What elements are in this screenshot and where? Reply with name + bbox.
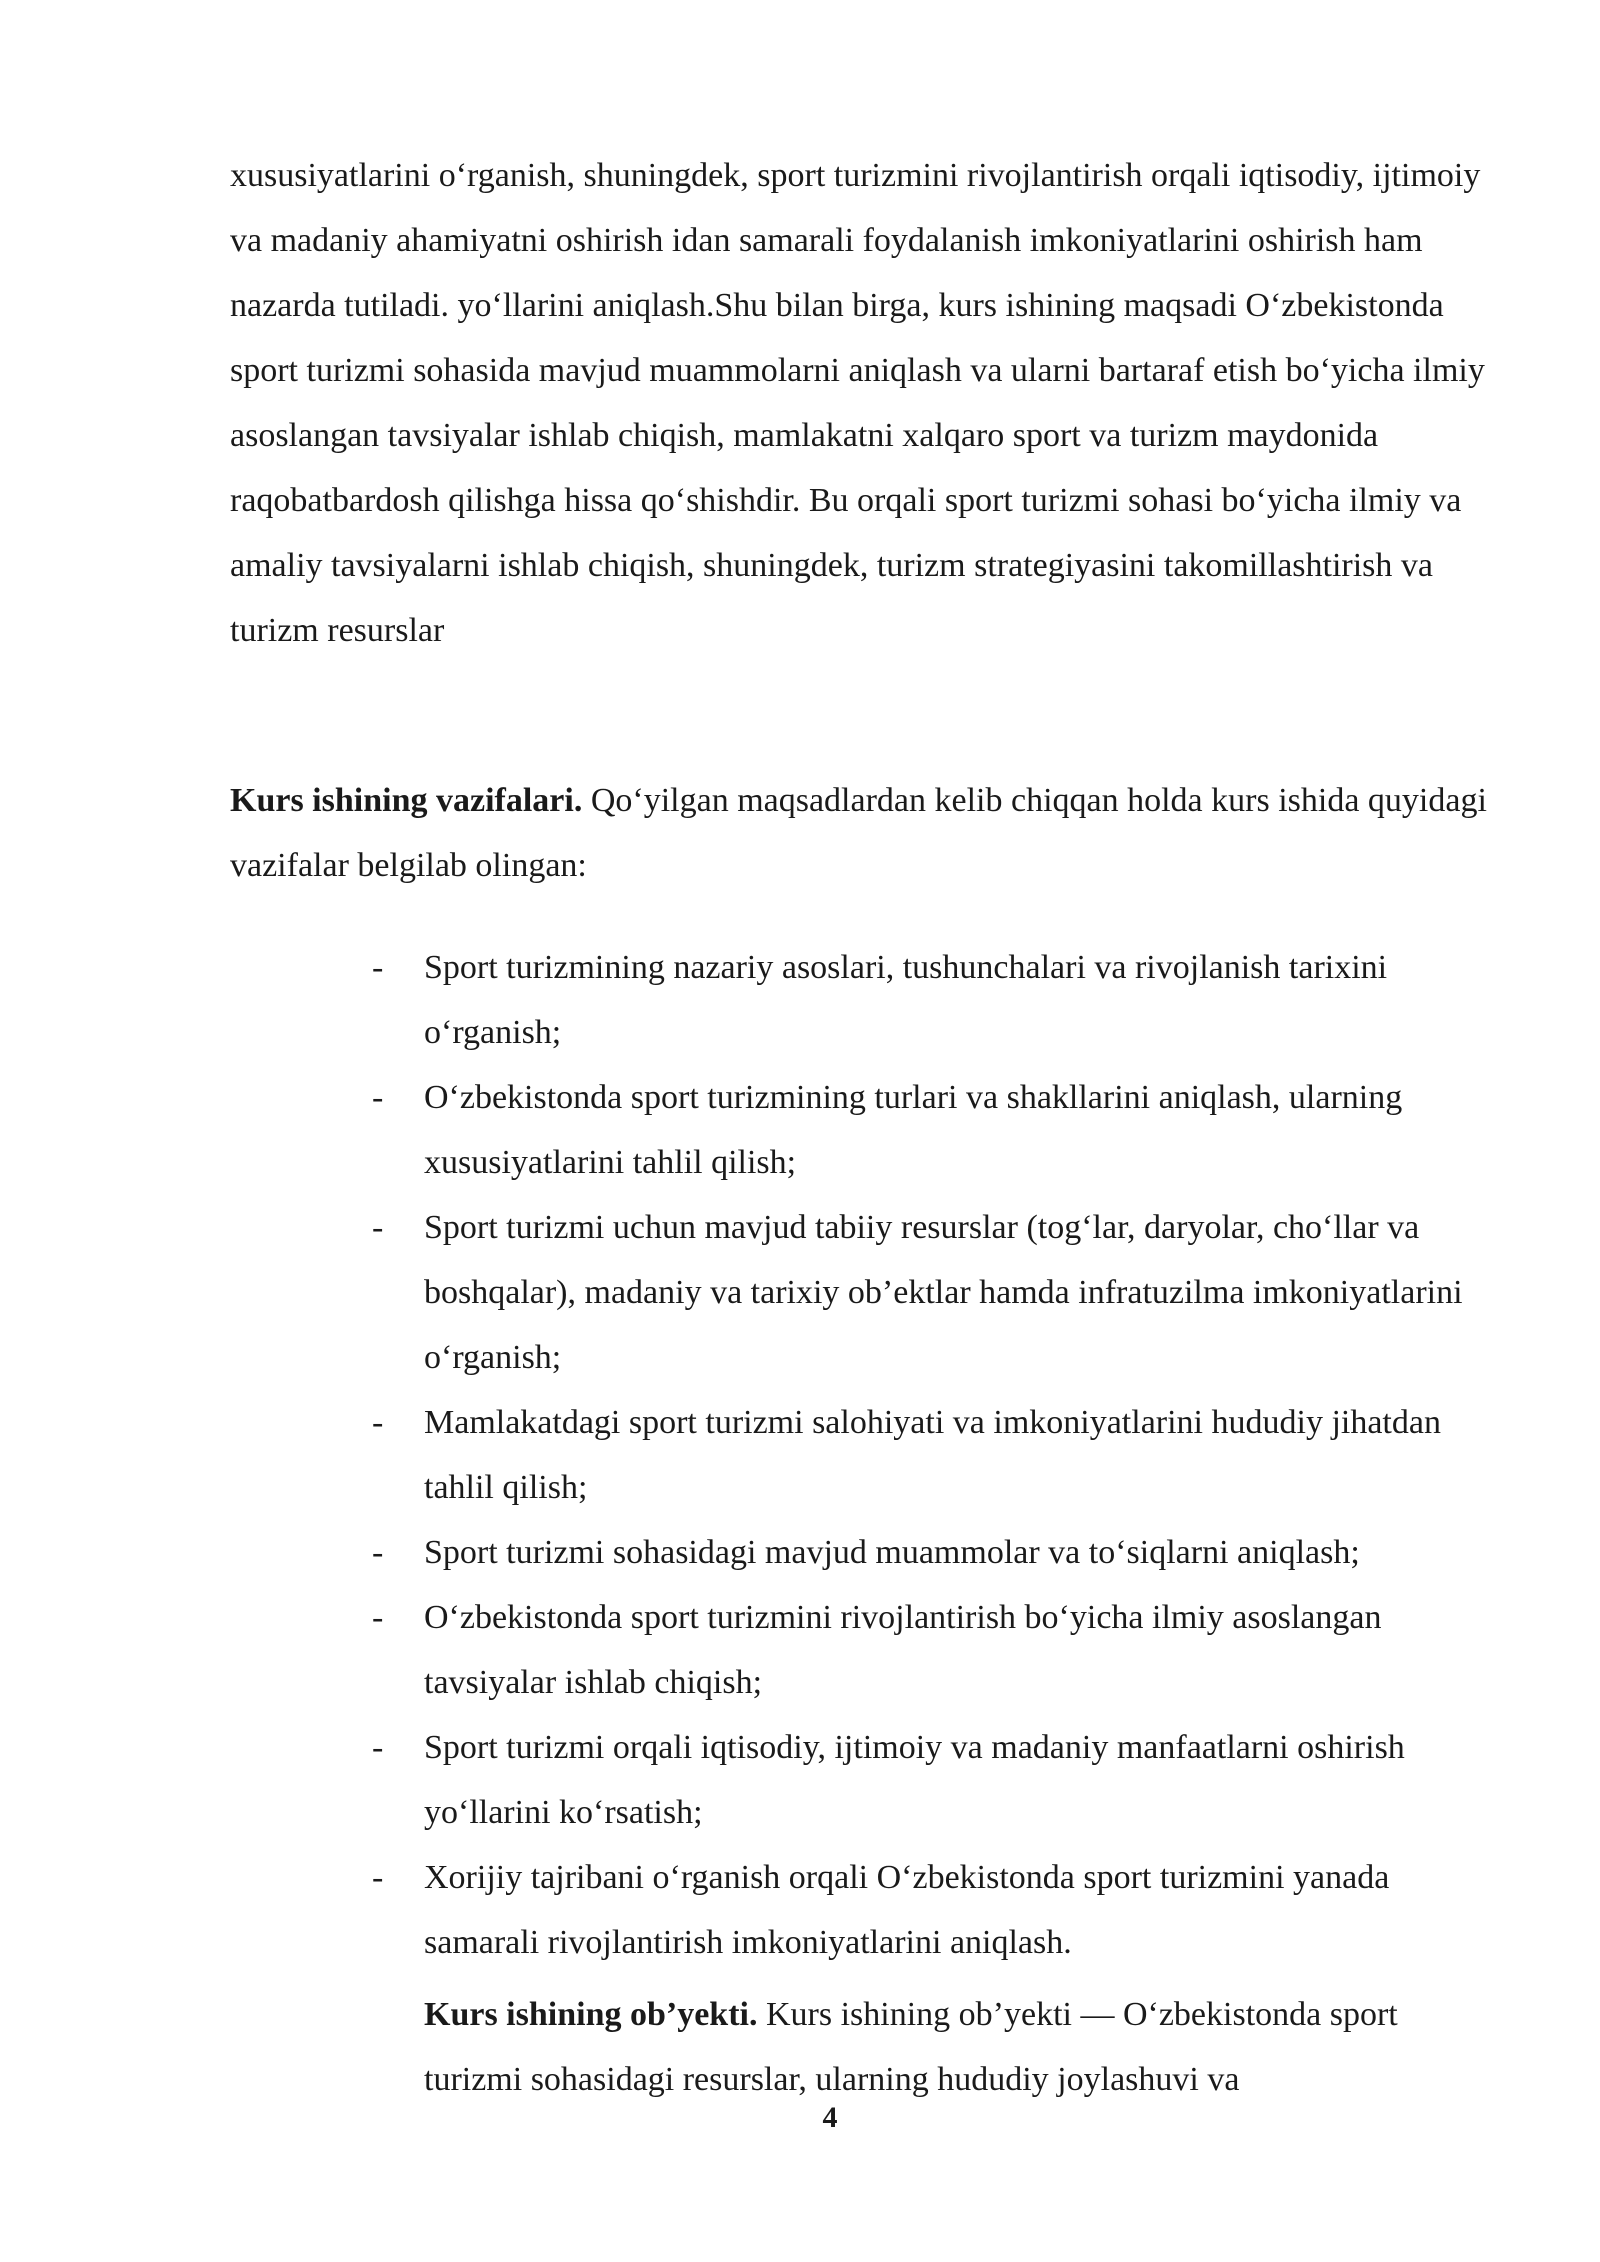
list-dash: - <box>372 1534 384 1571</box>
object-heading: Kurs ishining ob’yekti. <box>424 1996 758 2033</box>
task-item <box>372 1520 1502 1585</box>
task-text: O‘zbekistonda sport turizmini rivojlantirish bo‘yicha ilmiy asoslangan tavsiyalar ishlab chiqish; <box>424 1599 1382 1701</box>
tasks-intro-text: Qo‘yilgan maqsadlardan kelib chiqqan holda kurs ishida quyidagi vazifalar belgilab olingan: <box>230 782 1487 884</box>
task-item <box>372 935 1502 1065</box>
object-text: Kurs ishining ob’yekti — O‘zbekistonda sport turizmi sohasidagi resurslar, ularning hududiy joylashuvi va <box>424 1996 1398 2098</box>
tasks-intro-paragraph <box>230 768 1500 898</box>
task-item <box>372 1715 1502 1845</box>
object-paragraph <box>424 1982 1504 2112</box>
task-item <box>372 1065 1502 1195</box>
task-item <box>372 1195 1502 1390</box>
task-item <box>372 1390 1502 1520</box>
task-text: Sport turizmi uchun mavjud tabiiy resurslar (tog‘lar, daryolar, cho‘llar va boshqalar), madaniy va tarixiy ob’ektlar hamda infratuzilma imkoniyatlarini o‘rganish; <box>424 1209 1463 1376</box>
intro-paragraph <box>230 143 1500 663</box>
tasks-paragraph <box>230 768 1500 898</box>
list-dash: - <box>372 1599 384 1636</box>
task-text: Sport turizmining nazariy asoslari, tushunchalari va rivojlanish tarixini o‘rganish; <box>424 949 1388 1051</box>
task-item <box>372 1845 1502 1975</box>
page-number: 4 <box>822 2101 838 2134</box>
task-list <box>372 935 1502 1975</box>
list-dash: - <box>372 949 384 986</box>
task-text: Mamlakatdagi sport turizmi salohiyati va imkoniyatlarini hududiy jihatdan tahlil qilish; <box>424 1404 1441 1506</box>
intro-text: xususiyatlarini o‘rganish, shuningdek, sport turizmini rivojlantirish orqali iqtisodiy, ijtimoiy va madaniy ahamiyatni oshirish idan samarali foydalanish imkoniyatlarini oshirish ham nazarda tutiladi. yo‘llarini aniqlash.Shu bilan birga, kurs ishining maqsadi O‘zbekistonda sport turizmi sohasida mavjud muammolarni aniqlash va ularni bartaraf etish bo‘yicha ilmiy asoslangan tavsiyalar ishlab chiqish, mamlakatni xalqaro sport va turizm maydonida raqobatbardosh qilishga hissa qo‘shishdir. Bu orqali sport turizmi sohasi bo‘yicha ilmiy va amaliy tavsiyalarni ishlab chiqish, shuningdek, turizm strategiyasini takomillashtirish va turizm resurslar <box>230 157 1485 649</box>
task-text: Xorijiy tajribani o‘rganish orqali O‘zbekistonda sport turizmini yanada samarali rivojlantirish imkoniyatlarini aniqlash. <box>424 1859 1390 1961</box>
list-dash: - <box>372 1729 384 1766</box>
list-dash: - <box>372 1404 384 1441</box>
task-text: O‘zbekistonda sport turizmining turlari va shakllarini aniqlash, ularning xususiyatlarini tahlil qilish; <box>424 1079 1403 1181</box>
list-dash: - <box>372 1209 384 1246</box>
list-dash: - <box>372 1079 384 1116</box>
tasks-heading: Kurs ishining vazifalari. <box>230 782 583 819</box>
task-item <box>372 1585 1502 1715</box>
list-dash: - <box>372 1859 384 1896</box>
task-text: Sport turizmi sohasidagi mavjud muammolar va to‘siqlarni aniqlash; <box>424 1534 1360 1571</box>
task-text: Sport turizmi orqali iqtisodiy, ijtimoiy va madaniy manfaatlarni oshirish yo‘llarini ko‘rsatish; <box>424 1729 1405 1831</box>
